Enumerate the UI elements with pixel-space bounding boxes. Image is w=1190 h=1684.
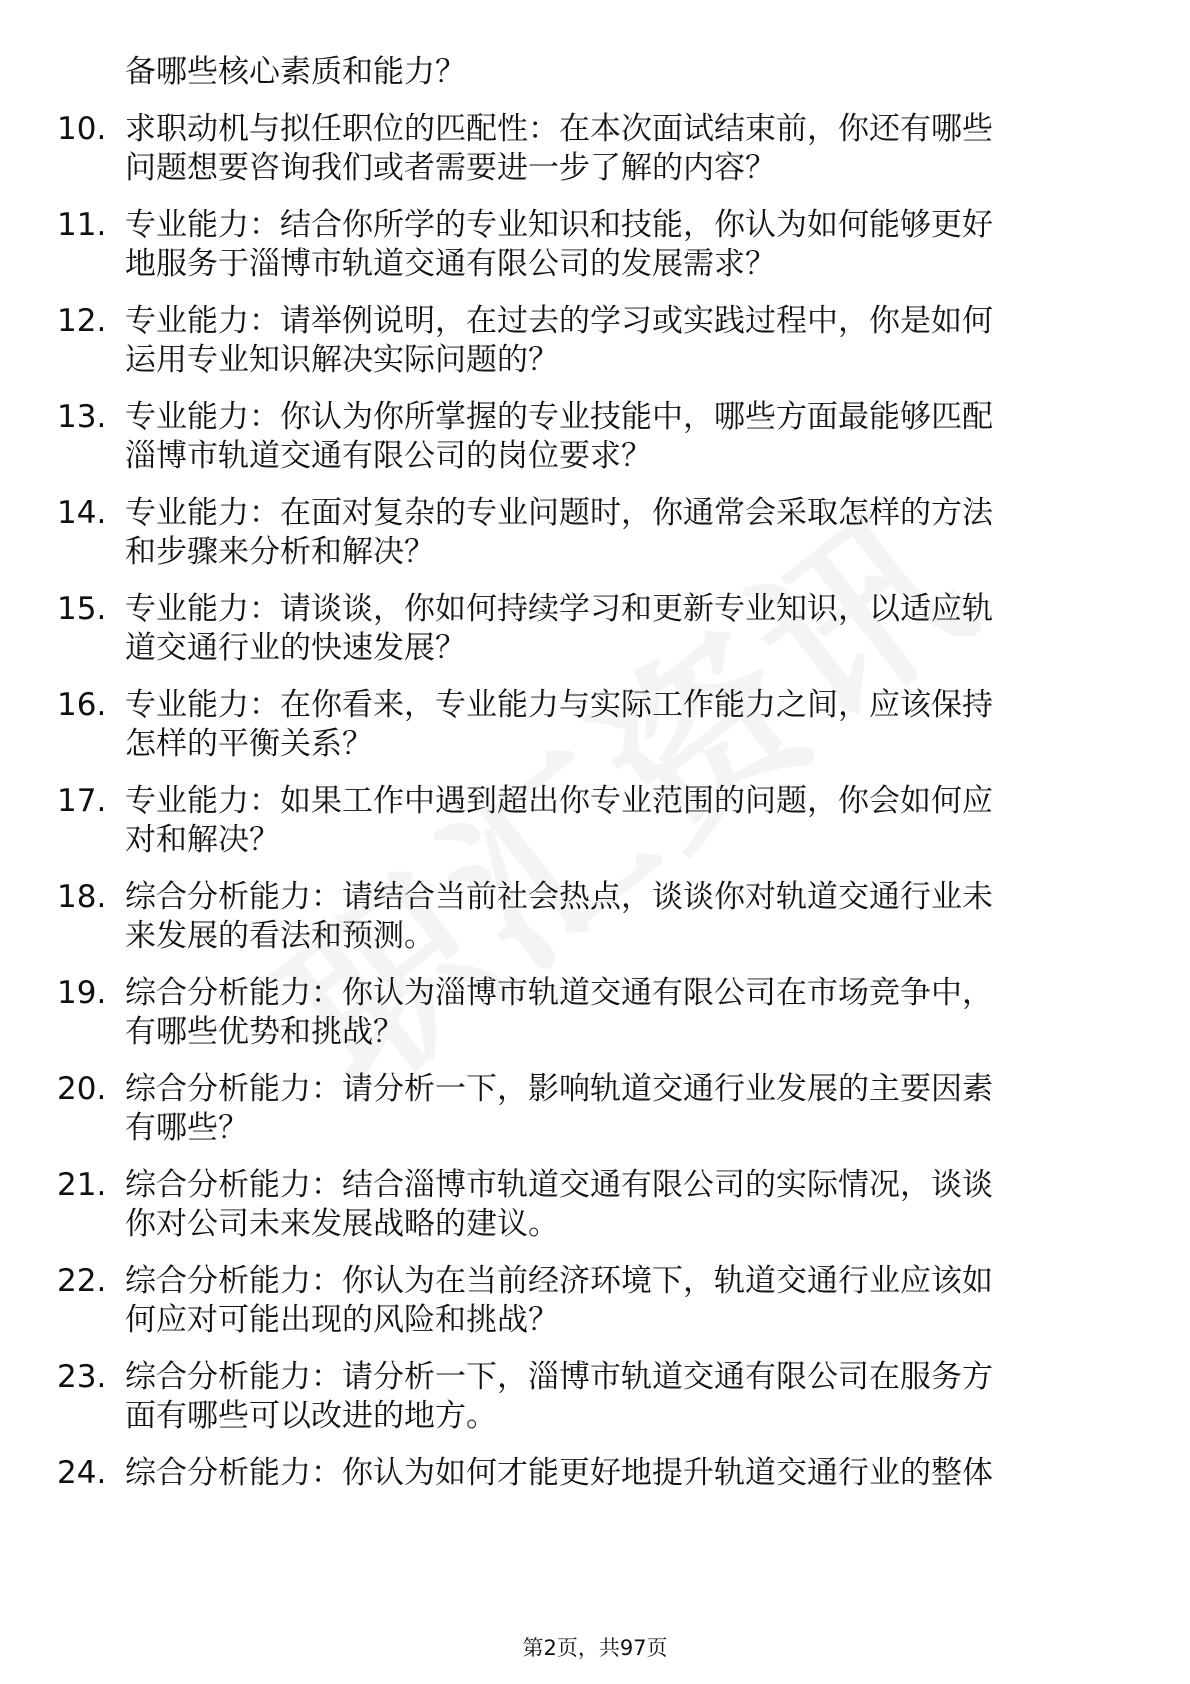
question-text-line: 综合分析能力：请结合当前社会热点，谈谈你对轨道交通行业未 (125, 879, 993, 915)
question-number: 23. (57, 1359, 107, 1395)
question-text-line: 对和解决？ (125, 822, 280, 858)
page-footer: 第2页，共97页 (522, 1636, 668, 1660)
question-number: 20. (57, 1071, 107, 1107)
question-number: 22. (57, 1263, 107, 1299)
question-number: 13. (57, 399, 107, 435)
question-text-line: 综合分析能力：请分析一下，影响轨道交通行业发展的主要因素 (125, 1071, 993, 1107)
question-text-line: 淄博市轨道交通有限公司的岗位要求？ (125, 438, 652, 474)
question-number: 16. (57, 687, 107, 723)
question-text-line: 有哪些优势和挑战？ (125, 1014, 404, 1050)
question-text-line: 专业能力：你认为你所掌握的专业技能中，哪些方面最能够匹配 (125, 399, 993, 435)
question-text-line: 综合分析能力：请分析一下，淄博市轨道交通有限公司在服务方 (125, 1359, 993, 1395)
question-text-line: 综合分析能力：你认为在当前经济环境下，轨道交通行业应该如 (125, 1263, 993, 1299)
question-text-line: 和步骤来分析和解决？ (125, 534, 435, 570)
question-text-line: 你对公司未来发展战略的建议。 (125, 1206, 559, 1242)
question-text-line: 来发展的看法和预测。 (125, 918, 435, 954)
question-number: 11. (57, 207, 107, 243)
question-text-line: 求职动机与拟任职位的匹配性：在本次面试结束前，你还有哪些 (125, 111, 993, 147)
question-text-line: 专业能力：在面对复杂的专业问题时，你通常会采取怎样的方法 (125, 495, 993, 531)
question-number: 18. (57, 879, 107, 915)
question-text-line: 综合分析能力：你认为淄博市轨道交通有限公司在市场竞争中， (125, 975, 993, 1011)
question-text-line: 综合分析能力：你认为如何才能更好地提升轨道交通行业的整体 (125, 1455, 993, 1491)
question-text-line: 专业能力：请谈谈，你如何持续学习和更新专业知识，以适应轨 (125, 591, 993, 627)
question-text-line: 问题想要咨询我们或者需要进一步了解的内容？ (125, 150, 776, 186)
question-number: 15. (57, 591, 107, 627)
question-text-line: 专业能力：请举例说明，在过去的学习或实践过程中，你是如何 (125, 303, 993, 339)
question-number: 17. (57, 783, 107, 819)
question-number: 12. (57, 303, 107, 339)
question-text-line: 专业能力：在你看来，专业能力与实际工作能力之间，应该保持 (125, 687, 993, 723)
question-text-line: 地服务于淄博市轨道交通有限公司的发展需求？ (125, 246, 776, 282)
question-number: 19. (57, 975, 107, 1011)
question-text-line: 专业能力：如果工作中遇到超出你专业范围的问题，你会如何应 (125, 783, 993, 819)
question-number: 21. (57, 1167, 107, 1203)
question-text-line: 专业能力：结合你所学的专业知识和技能，你认为如何能够更好 (125, 207, 993, 243)
question-text-line: 运用专业知识解决实际问题的？ (125, 342, 559, 378)
question-text-line: 怎样的平衡关系？ (125, 726, 373, 762)
continuation-text: 备哪些核心素质和能力？ (125, 54, 466, 90)
question-number: 14. (57, 495, 107, 531)
question-text-line: 何应对可能出现的风险和挑战？ (125, 1302, 559, 1338)
question-text-line: 面有哪些可以改进的地方。 (125, 1398, 497, 1434)
question-text-line: 道交通行业的快速发展？ (125, 630, 466, 666)
question-text-line: 有哪些？ (125, 1110, 249, 1146)
question-number: 24. (57, 1455, 107, 1491)
question-number: 10. (57, 111, 107, 147)
question-text-line: 综合分析能力：结合淄博市轨道交通有限公司的实际情况，谈谈 (125, 1167, 993, 1203)
